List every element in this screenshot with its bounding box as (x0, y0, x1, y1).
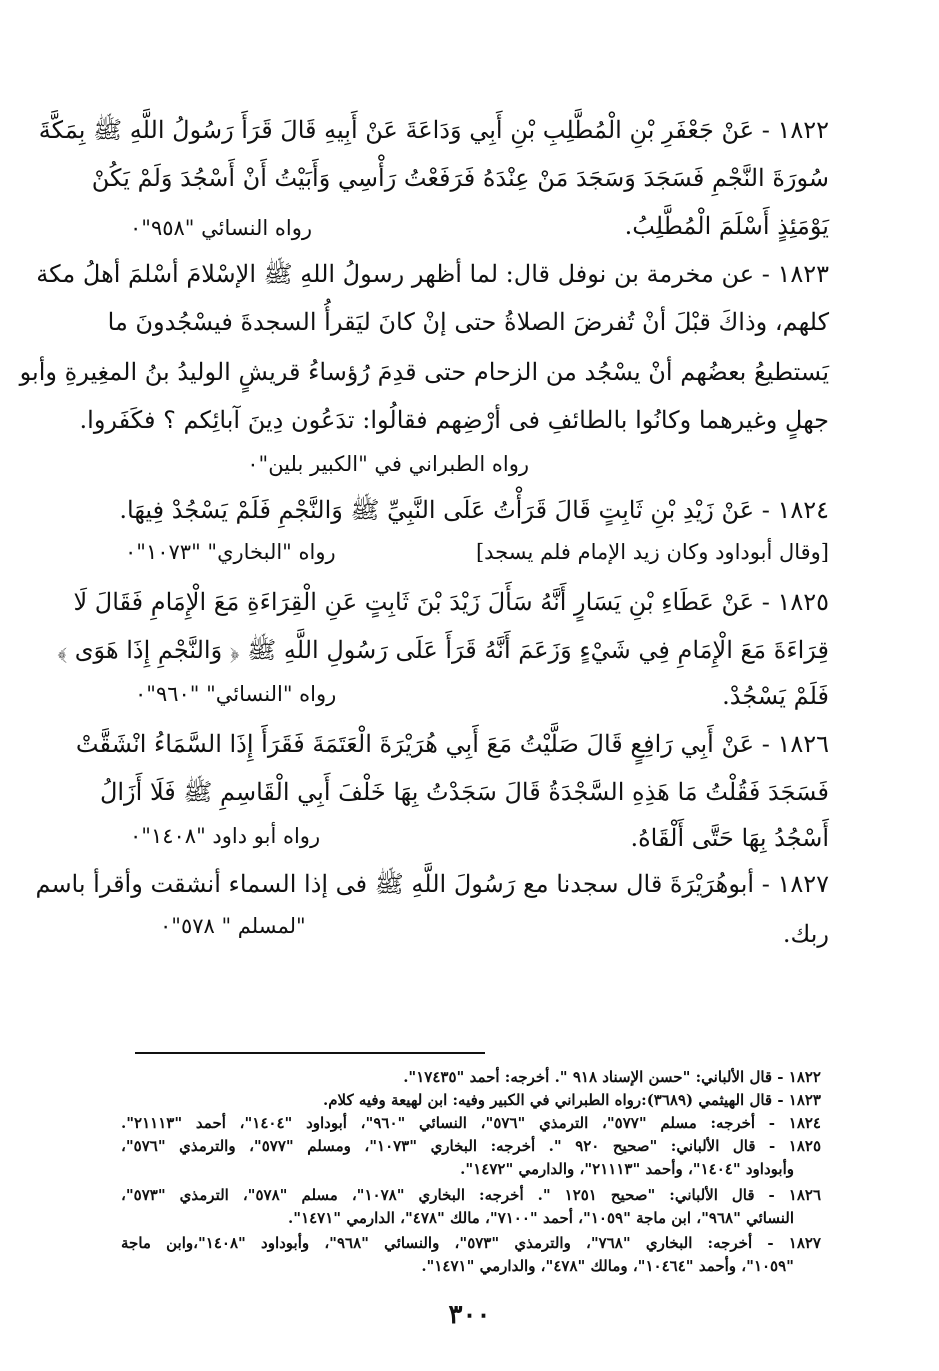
hadith-1825-line-3: فَلَمْ يَسْجُدْ. (722, 682, 829, 710)
hadith-1827-line-2: ربك. (782, 920, 829, 948)
hadith-1824-source: رواه "البخاري" "١٠٧٣"٠ (125, 540, 336, 564)
hadith-1825-line-2: قِرَاءَةَ مَعَ الْإِمَامِ فِي شَيْءٍ وَزَعَمَ أَنَّهُ قَرَأَ عَلَى رَسُولِ اللَّهِ ﷺ ﴿ وَالنَّجْمِ إِذَا هَوَى ﴾ (57, 636, 829, 664)
footnote-1825-cont: وأبوداود "١٤٠٤"، وأحمد "٢١١١٣"، والدارمي "١٤٧٢". (460, 1160, 794, 1178)
footnote-1827-cont: "١٠٥٩"، وأحمد "١٠٤٦٤"، ومالك "٤٧٨"، والدارمي "١٤٧١". (421, 1257, 794, 1275)
hadith-1823-line-2: كلهم، وذاكَ قبْلَ أنْ تُفرضَ الصلاةُ حتى إنْ كانَ ليَقرأُ السجدةَ فيسْجُدونَ ما (107, 308, 829, 336)
hadith-1826-line-1: ١٨٢٦ - عَنْ أَبِي رَافِعٍ قَالَ صَلَّيْتُ مَعَ أَبِي هُرَيْرَةَ الْعَتَمَةَ فَقَرَأَ إِذَا السَّمَاءُ انْشَقَّتْ (75, 730, 829, 758)
footnote-1824: ١٨٢٤ - أخرجه: مسلم "٥٧٧"، الترمذي "٥٧٦"، النسائي "٩٦٠"، أبوداود "١٤٠٤"، أحمد "٢١١١٣". (121, 1114, 821, 1132)
hadith-1826-line-3: أَسْجُدُ بِهَا حَتَّى أَلْقَاهُ. (630, 824, 829, 852)
footnote-1826: ١٨٢٦ - قال الألباني: "صحيح ١٢٥١ ". أخرجه: البخاري "١٠٧٨"، مسلم "٥٧٨"، الترمذي "٥٧٣"، (121, 1186, 822, 1204)
hadith-1827-line-1: ١٨٢٧ - أبوهُرَيْرَةَ قال سجدنا مع رَسُولَ اللَّهِ ﷺ فى إذا السماء أنشقت وأقرأ باسم (35, 870, 829, 898)
hadith-1823-line-1: ١٨٢٣ - عن مخرمة بن نوفل قال: لما أظهر رسولُ اللهِ ﷺ الإسْلامَ أسْلمَ أهلُ مكة (36, 260, 829, 288)
hadith-1824-note: [وقال أبوداود وكان زيد الإمام فلم يسجد] (475, 540, 829, 564)
hadith-1827-source: "لمسلم " ٥٧٨"٠ (160, 914, 306, 938)
footnote-1825: ١٨٢٥ - قال الألباني: "صحيح ٩٢٠ ". أخرجه: البخاري "١٠٧٣"، ومسلم "٥٧٧"، والترمذي "٥٧٦"، (121, 1137, 822, 1155)
hadith-1826-source: رواه أبو داود "١٤٠٨"٠ (130, 824, 321, 848)
hadith-1822-source: رواه النسائي "٩٥٨"٠ (130, 216, 312, 240)
footnote-1823: ١٨٢٣ - قال الهيثمي (٣٦٨٩):رواه الطبراني في الكبير وفيه: ابن لهيعة وفيه كلام. (323, 1091, 821, 1109)
hadith-1823-line-3: يَستطيعُ بعضُهم أنْ يسْجُد من الزحام حتى قدِمَ رُؤساءُ قريشٍ الوليدُ بنُ المغِيرةِ وأبو (19, 358, 829, 386)
hadith-1822-line-1: ١٨٢٢ - عَنْ جَعْفَرِ بْنِ الْمُطَّلِبِ بْنِ أَبِي وَدَاعَةَ عَنْ أَبِيهِ قَالَ قَرَأَ رَسُولُ اللَّهِ ﷺ بِمَكَّةَ (38, 116, 829, 144)
hadith-1825-source: رواه "النسائي" "٩٦٠"٠ (135, 682, 337, 706)
footnote-1827: ١٨٢٧ - أخرجه: البخاري "٧٦٨"، والترمذي "٥٧٣"، والنسائي "٩٦٨"، وأبوداود "١٤٠٨"،وابن ماجة (121, 1234, 821, 1252)
footnote-1826-cont: النسائي "٩٦٨"، ابن ماجة "١٠٥٩"، أحمد "٧١٠٠"، مالك "٤٧٨"، الدارمي "١٤٧١". (288, 1209, 794, 1227)
hadith-1826-line-2: فَسَجَدَ فَقُلْتُ مَا هَذِهِ السَّجْدَةُ قَالَ سَجَدْتُ بِهَا خَلْفَ أَبِي الْقَاسِمِ ﷺ فَلَا أَزَالُ (99, 778, 829, 806)
footnote-divider (135, 1052, 485, 1054)
page-number: ٣٠٠ (448, 1300, 491, 1330)
hadith-1825-line-1: ١٨٢٥ - عَنْ عَطَاءِ بْنِ يَسَارٍ أَنَّهُ سَأَلَ زَيْدَ بْنَ ثَابِتٍ عَنِ الْقِرَاءَةِ مَعَ الْإِمَامِ فَقَالَ لَا (73, 588, 829, 616)
hadith-1822-line-2: سُورَةَ النَّجْمِ فَسَجَدَ وَسَجَدَ مَنْ عِنْدَهُ فَرَفَعْتُ رَأْسِي وَأَبَيْتُ أَنْ أَسْجُدَ وَلَمْ يَكُنْ (91, 164, 829, 192)
hadith-1824-line-1: ١٨٢٤ - عَنْ زَيْدِ بْنِ ثَابِتٍ قَالَ قَرَأْتُ عَلَى النَّبِيِّ ﷺ وَالنَّجْمِ فَلَمْ يَسْجُدْ فِيهَا. (119, 496, 829, 524)
hadith-1822-line-3: يَوْمَئِذٍ أَسْلَمَ الْمُطَّلِبُ. (624, 212, 829, 240)
hadith-1823-line-4: جهلٍ وغيرهما وكانُوا بالطائفِ فى أرْضِهم فقالُوا: تدَعُون دِينَ آبائِكم ؟ فكَفَروا. (79, 406, 829, 434)
hadith-1823-source: رواه الطبراني في "الكبير بلين"٠ (247, 452, 529, 476)
footnote-1822: ١٨٢٢ - قال الألباني: "حسن الإسناد ٩١٨ ". أخرجه: أحمد "١٧٤٣٥". (403, 1068, 821, 1086)
